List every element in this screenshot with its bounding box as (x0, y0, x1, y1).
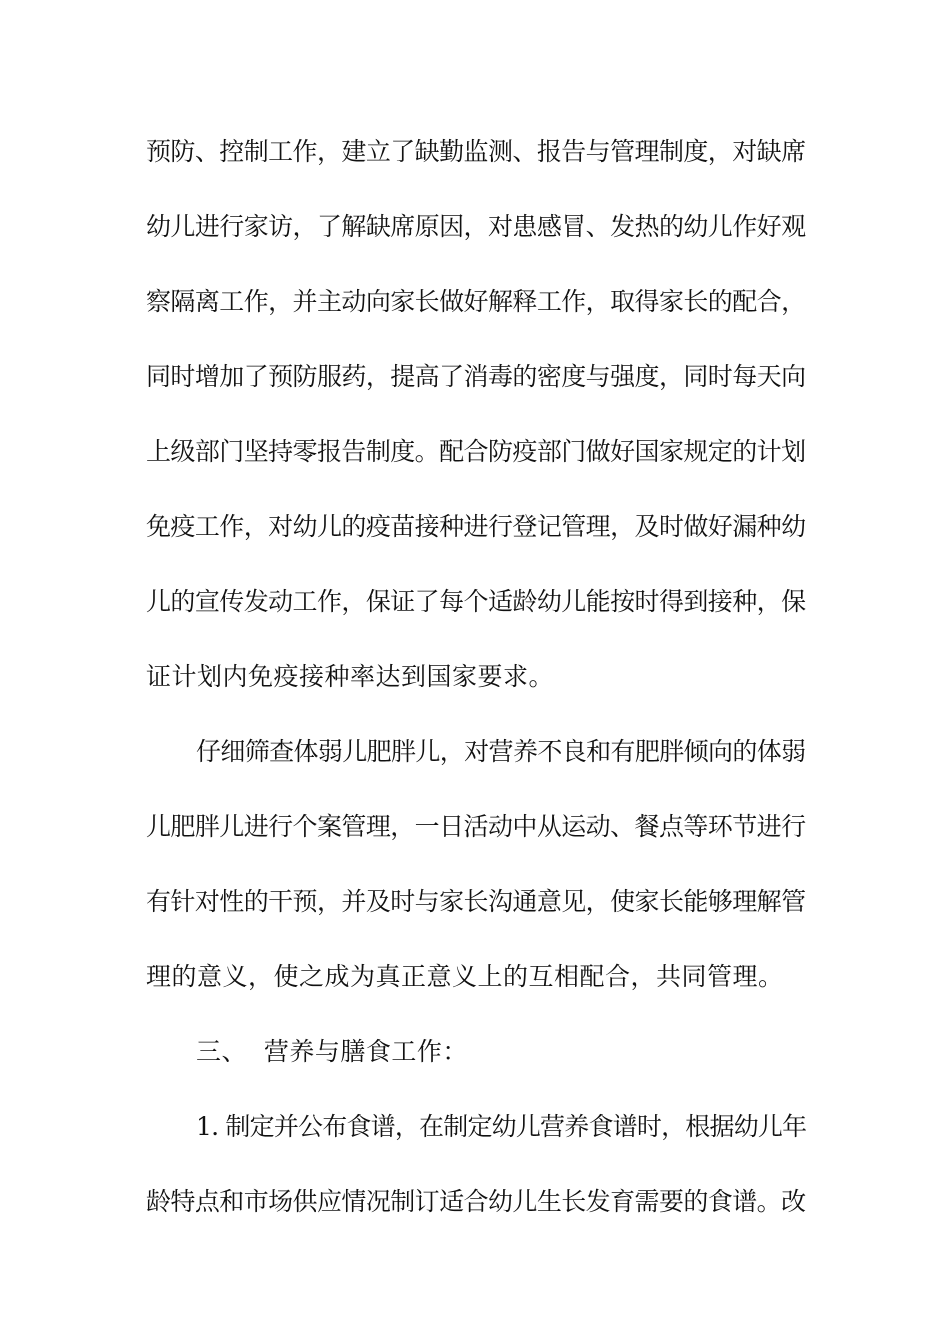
text-line: 免疫工作，对幼儿的疫苗接种进行登记管理，及时做好漏种幼 (146, 512, 806, 541)
text-line: 上级部门坚持零报告制度。配合防疫部门做好国家规定的计划 (146, 437, 806, 466)
text-line: 证计划内免疫接种率达到国家要求。 (146, 662, 555, 691)
text-line: 有针对性的干预，并及时与家长沟通意见，使家长能够理解管 (146, 887, 806, 916)
text-line: 同时增加了预防服药，提高了消毒的密度与强度，同时每天向 (146, 362, 806, 391)
text-line: 预防、控制工作，建立了缺勤监测、报告与管理制度，对缺席 (146, 137, 806, 166)
text-line: 儿的宣传发动工作，保证了每个适龄幼儿能按时得到接种，保 (146, 587, 806, 616)
section-heading: 三、 营养与膳食工作： (196, 1037, 468, 1066)
text-line: 察隔离工作，并主动向家长做好解释工作，取得家长的配合， (146, 287, 806, 316)
text-line: 龄特点和市场供应情况制订适合幼儿生长发育需要的食谱。改 (146, 1187, 806, 1216)
text-line: 理的意义，使之成为真正意义上的互相配合，共同管理。 (146, 962, 784, 991)
text-line: 儿肥胖儿进行个案管理，一日活动中从运动、餐点等环节进行 (146, 812, 806, 841)
numbered-item-first-line: 1. 制定并公布食谱，在制定幼儿营养食谱时，根据幼儿年 (196, 1112, 807, 1141)
text-line: 幼儿进行家访，了解缺席原因，对患感冒、发热的幼儿作好观 (146, 212, 806, 241)
paragraph-first-line: 仔细筛查体弱儿肥胖儿，对营养不良和有肥胖倾向的体弱 (196, 737, 806, 766)
